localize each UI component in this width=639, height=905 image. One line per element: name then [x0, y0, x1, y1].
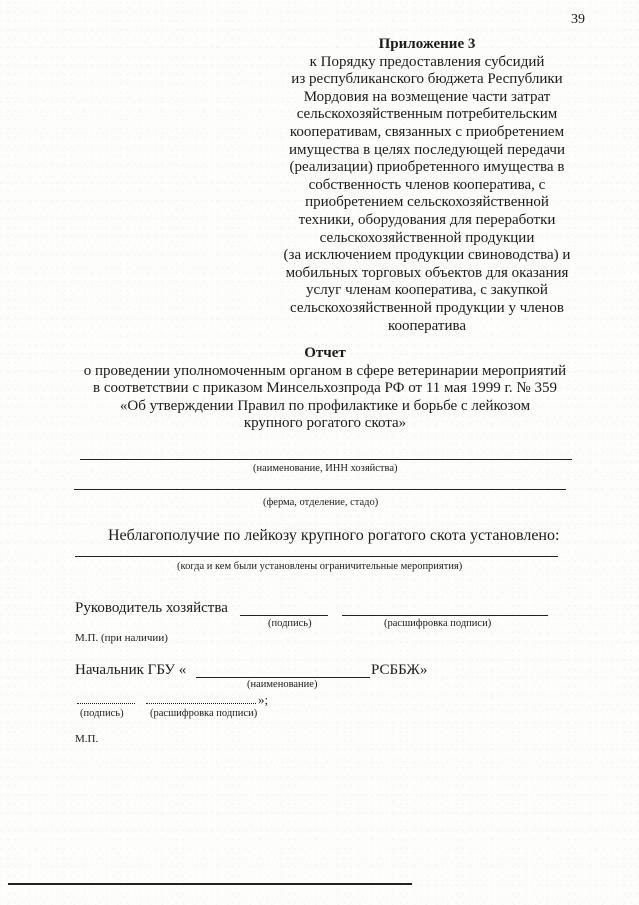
appendix-line: из республиканского бюджета Республики	[291, 71, 563, 88]
closing-quote: »;	[258, 692, 269, 707]
appendix-line: приобретением сельскохозяйственной	[305, 194, 549, 211]
report-line: в соответствии с приказом Минсельхозпрода РФ от 11 мая 1999 г. № 359	[93, 380, 557, 396]
head-signature-field[interactable]	[240, 615, 328, 616]
appendix-line: имущества в целях последующей передачи	[289, 141, 565, 158]
report-heading	[60, 345, 590, 433]
appendix-line: кооперативам, связанных с приобретением	[289, 123, 565, 140]
leukosis-statement: Неблагополучие по лейкозу крупного рогатого скота установлено:	[108, 527, 560, 544]
appendix-line: (за исключением продукции свиноводства) и	[283, 247, 571, 264]
gbu-decoding-caption: (расшифровка подписи)	[150, 708, 258, 719]
farm-unit-caption: (ферма, отделение, стадо)	[263, 497, 379, 508]
gbu-decoding-field[interactable]	[146, 703, 256, 704]
appendix-line: сельскохозяйственным потребительским	[296, 106, 558, 123]
appendix-line: (реализации) приобретенного имущества в	[289, 159, 565, 176]
appendix-line: собственность членов кооператива, с	[308, 176, 546, 193]
appendix-line: Мордовия на возмещение части затрат	[303, 88, 551, 105]
appendix-line: к Порядку предоставления субсидий	[309, 53, 545, 70]
gbu-signature-caption: (подпись)	[80, 708, 124, 719]
head-signature-caption: (подпись)	[268, 618, 312, 629]
head-of-farm-label: Руководитель хозяйства	[75, 600, 228, 616]
seal-note-2: М.П.	[75, 733, 99, 745]
farm-name-field[interactable]	[80, 459, 572, 460]
appendix-line: техники, оборудования для переработки	[298, 211, 556, 228]
report-line: «Об утверждении Правил по профилактике и борьбе с лейкозом	[119, 397, 531, 414]
appendix-title: Приложение 3	[378, 36, 476, 52]
gbu-name-field[interactable]	[196, 677, 370, 678]
farm-unit-field[interactable]	[74, 489, 566, 490]
report-line: крупного рогатого скота»	[243, 415, 407, 431]
gbu-signature-field[interactable]	[77, 703, 135, 704]
appendix-line: кооператива	[387, 317, 467, 334]
seal-note: М.П. (при наличии)	[75, 632, 168, 644]
restrictions-field[interactable]	[75, 556, 558, 557]
gbu-name-caption: (наименование)	[247, 679, 318, 690]
farm-name-caption: (наименование, ИНН хозяйства)	[253, 463, 398, 474]
restrictions-caption: (когда и кем были установлены ограничительные мероприятия)	[177, 561, 463, 572]
bottom-rule	[8, 883, 412, 885]
report-title: Отчет	[304, 345, 346, 361]
appendix-line: мобильных торговых объектов для оказания	[285, 264, 569, 281]
head-decoding-field[interactable]	[342, 615, 548, 616]
appendix-header	[262, 36, 592, 335]
gbu-name-suffix: РСББЖ»	[371, 662, 428, 678]
appendix-line: сельскохозяйственной продукции у членов	[289, 299, 564, 316]
gbu-head-label: Начальник ГБУ «	[75, 662, 187, 678]
appendix-line: сельскохозяйственной продукции	[319, 229, 535, 246]
page-number: 39	[571, 12, 585, 27]
appendix-line: услуг членам кооператива, с закупкой	[306, 282, 548, 299]
head-decoding-caption: (расшифровка подписи)	[384, 618, 492, 629]
report-line: о проведении уполномоченным органом в сфере ветеринарии мероприятий	[83, 362, 567, 379]
